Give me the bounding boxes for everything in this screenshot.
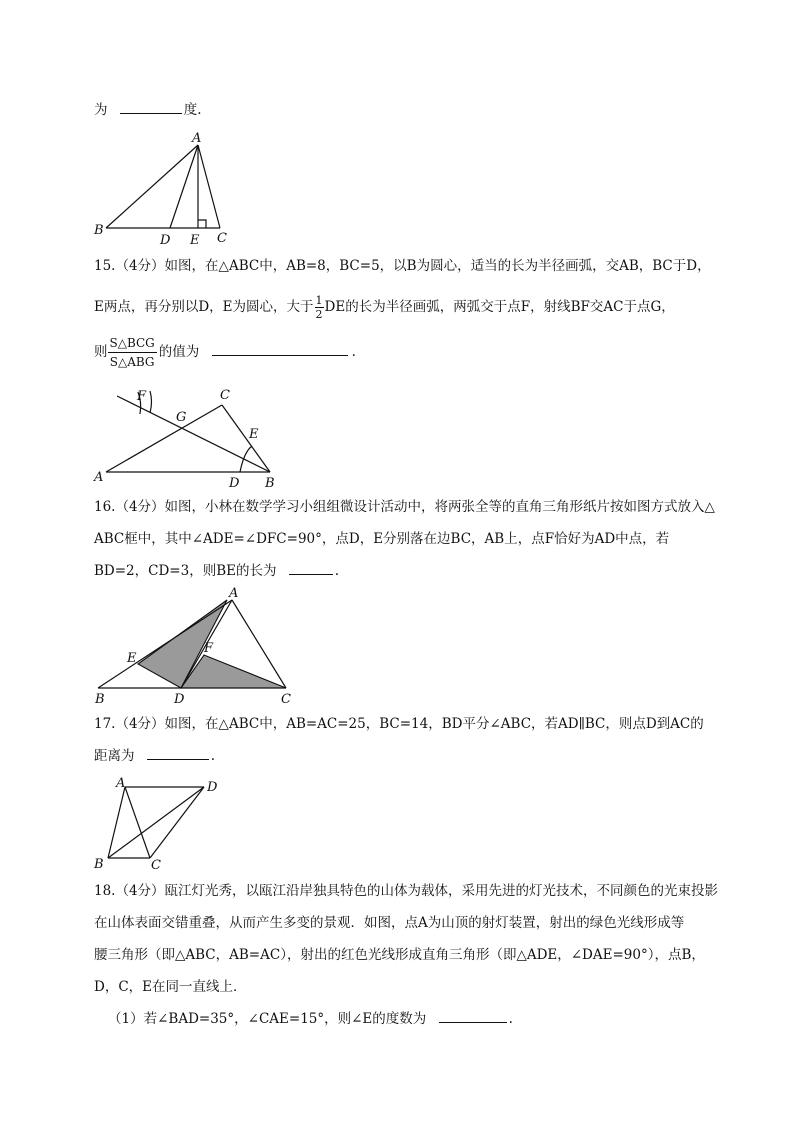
q15-label-a: A: [94, 470, 104, 485]
q17-line2-a: 距离为: [94, 748, 135, 764]
q17-label-d: D: [207, 780, 218, 795]
q16-label-f: F: [204, 641, 214, 656]
q16-label-b: B: [95, 692, 105, 707]
q15-line1: 15.（4分）如图，在△ABC中，AB=8，BC=5，以B为圆心，适当的长为半径画弧，交AB，BC于D，: [94, 258, 711, 274]
q15-label-g: G: [176, 410, 187, 425]
q15-ratio-den: S△ABG: [109, 355, 155, 369]
q16-label-c: C: [281, 692, 291, 707]
q16-line1: 16.（4分）如图，小林在数学学习小组组微设计活动中，将两张全等的直角三角形纸片按如图方式放入△: [94, 499, 715, 515]
q14-suffix: 度.: [183, 102, 202, 118]
q16-label-a: A: [229, 586, 239, 601]
q17-line1: 17.（4分）如图，在△ABC中，AB=AC=25，BC=14，BD平分∠ABC，若AD∥BC，则点D到AC的: [94, 716, 704, 732]
q15-frac-den: 2: [315, 308, 323, 321]
q16-line3-end: .: [334, 563, 340, 579]
q16-line3-a: BD=2，CD=3，则BE的长为: [94, 563, 277, 579]
q15-label-b: B: [265, 476, 275, 491]
q17-label-c: C: [151, 858, 161, 873]
q15-label-c: C: [220, 388, 230, 403]
q15-frac-num: 1: [315, 294, 323, 307]
q17-line2-end: .: [210, 748, 216, 764]
q16-label-e: E: [127, 651, 137, 666]
q18-line2: 在山体表面交错重叠，从而产生多变的景观．如图，点A为山顶的射灯装置，射出的绿色光线形成等: [94, 915, 685, 931]
q18-line3: 腰三角形（即△ABC，AB=AC），射出的红色光线形成直角三角形（即△ADE，∠DAE=90°），点B，: [94, 947, 705, 963]
q14-label-e: E: [190, 233, 200, 248]
q15-label-e: E: [249, 427, 259, 442]
q17-label-b: B: [94, 857, 104, 872]
q15-line3-end: .: [351, 344, 356, 360]
q18-sub1-end: .: [508, 1011, 513, 1027]
q15-ratio-num: S△BCG: [108, 334, 157, 353]
q18-sub1: [108, 1009, 513, 1029]
q14-label-a: A: [192, 131, 202, 146]
q18-sub1-answer-blank[interactable]: [439, 1010, 507, 1023]
q14-label-b: B: [94, 223, 104, 238]
q18-line1: 18.（4分）瓯江灯光秀，以瓯江沿岸独具特色的山体为载体，采用先进的灯光技术，不同颜色的光束投影: [94, 883, 719, 899]
q15-line3-b: 的值为: [158, 344, 200, 360]
q18-sub1-text: （1）若∠BAD=35°，∠CAE=15°，则∠E的度数为: [108, 1011, 427, 1027]
q15-label-d: D: [229, 476, 240, 491]
q14-label-c: C: [217, 231, 227, 246]
q16-line2: ABC框中，其中∠ADE=∠DFC=90°，点D，E分别落在边BC，AB上，点F恰好为AD中点，若: [94, 531, 670, 547]
q16-label-d: D: [174, 692, 185, 707]
q15-line2-a: E两点，再分别以D，E为圆心，大于: [94, 299, 314, 315]
q14-label-d: D: [160, 233, 171, 248]
q18-line4: D，C，E在同一直线上．: [94, 979, 247, 995]
q17-label-a: A: [116, 776, 126, 791]
q14-prefix: 为: [94, 102, 108, 118]
q15-label-f: F: [137, 389, 147, 404]
q15-line3-a: 则: [94, 344, 108, 360]
q15-line2-b: DE的长为半径画弧，两弧交于点F，射线BF交AC于点G，: [324, 299, 675, 315]
